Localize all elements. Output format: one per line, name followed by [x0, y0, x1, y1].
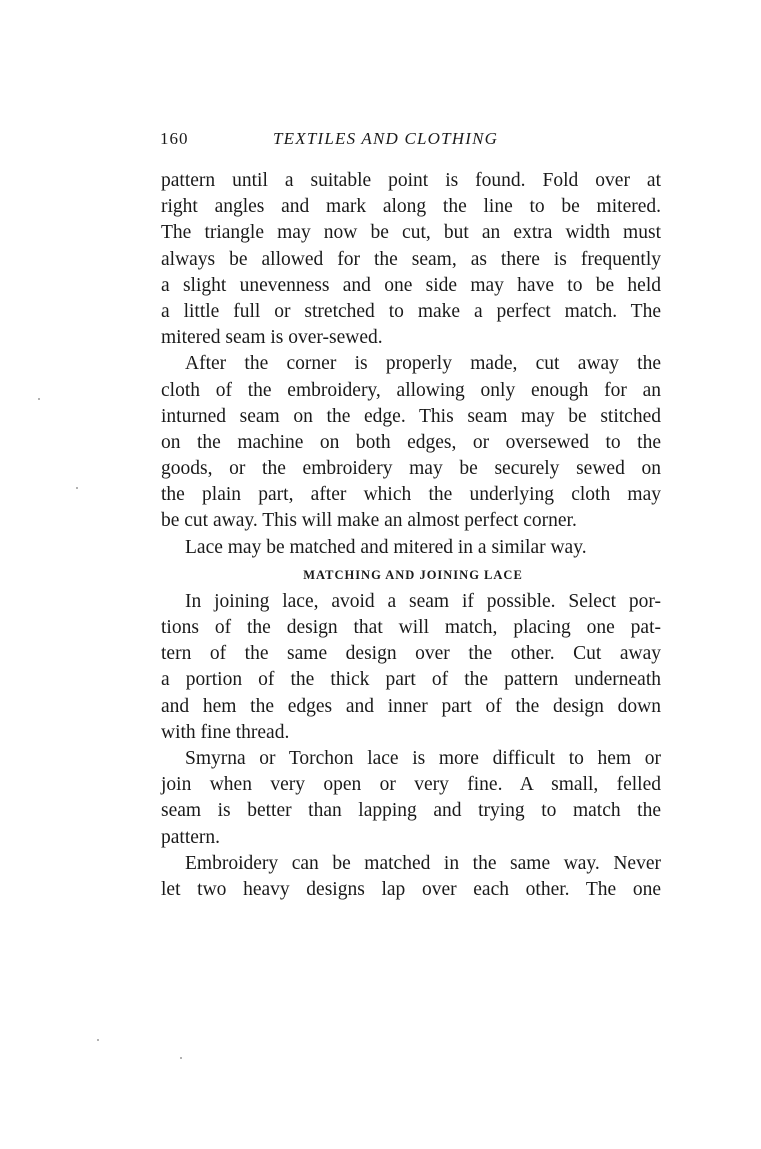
paragraph-2-line: cloth of the embroidery, allowing only enough for an: [161, 379, 661, 401]
paragraph-1-line: right angles and mark along the line to be mitered.: [161, 196, 661, 218]
scan-speck: [97, 1039, 99, 1041]
paragraph-1-line: a slight unevenness and one side may have to be held: [161, 274, 661, 296]
paragraph-2-line: goods, or the embroidery may be securely sewed on: [161, 458, 661, 480]
scan-speck: [38, 398, 40, 400]
section-paragraph-1-line: tern of the same design over the other. Cut away: [161, 643, 661, 665]
section-paragraph-1-line: with fine thread.: [161, 721, 290, 743]
section-paragraph-2-line: join when very open or very fine. A small, felled: [161, 774, 661, 796]
running-title: TEXTILES AND CLOTHING: [273, 129, 499, 148]
section-paragraph-1-line: tions of the design that will match, placing one pat-: [161, 617, 661, 638]
paragraph-1-line: pattern until a suitable point is found. Fold over at: [161, 170, 661, 191]
page-number: 160: [160, 129, 189, 148]
scan-speck: [180, 1057, 182, 1059]
section-paragraph-2-line: seam is better than lapping and trying to match the: [161, 800, 661, 822]
paragraph-2-line: the plain part, after which the underlying cloth may: [161, 484, 661, 506]
paragraph-1-line: mitered seam is over-sewed.: [161, 327, 383, 349]
section-paragraph-2-line: pattern.: [161, 826, 221, 848]
paragraph-2-line: on the machine on both edges, or oversewed to the: [161, 431, 661, 453]
body-text: [161, 168, 661, 903]
paragraph-1-line: a little full or stretched to make a perfect match. The: [161, 300, 661, 322]
section-paragraph-2-line: Smyrna or Torchon lace is more difficult to hem or: [185, 747, 661, 769]
paragraph-3-line: Lace may be matched and mitered in a similar way.: [185, 536, 587, 558]
section-heading: MATCHING AND JOINING LACE: [303, 567, 523, 582]
paragraph-2-line: inturned seam on the edge. This seam may be stitched: [161, 405, 661, 427]
scan-speck: [76, 487, 78, 489]
section-paragraph-3-line: let two heavy designs lap over each other. The one: [161, 878, 661, 900]
paragraph-1-line: always be allowed for the seam, as there is frequently: [161, 248, 661, 270]
running-head: [160, 129, 560, 153]
paragraph-2-line: be cut away. This will make an almost perfect corner.: [161, 510, 577, 532]
section-paragraph-3-line: Embroidery can be matched in the same way. Never: [185, 852, 661, 874]
section-paragraph-1-line: a portion of the thick part of the pattern underneath: [161, 669, 661, 691]
paragraph-1-line: The triangle may now be cut, but an extra width must: [161, 222, 661, 244]
section-paragraph-1-line: and hem the edges and inner part of the design down: [161, 695, 661, 717]
section-paragraph-1-line: In joining lace, avoid a seam if possible. Select por-: [185, 590, 661, 612]
paragraph-2-line: After the corner is properly made, cut away the: [185, 353, 661, 375]
